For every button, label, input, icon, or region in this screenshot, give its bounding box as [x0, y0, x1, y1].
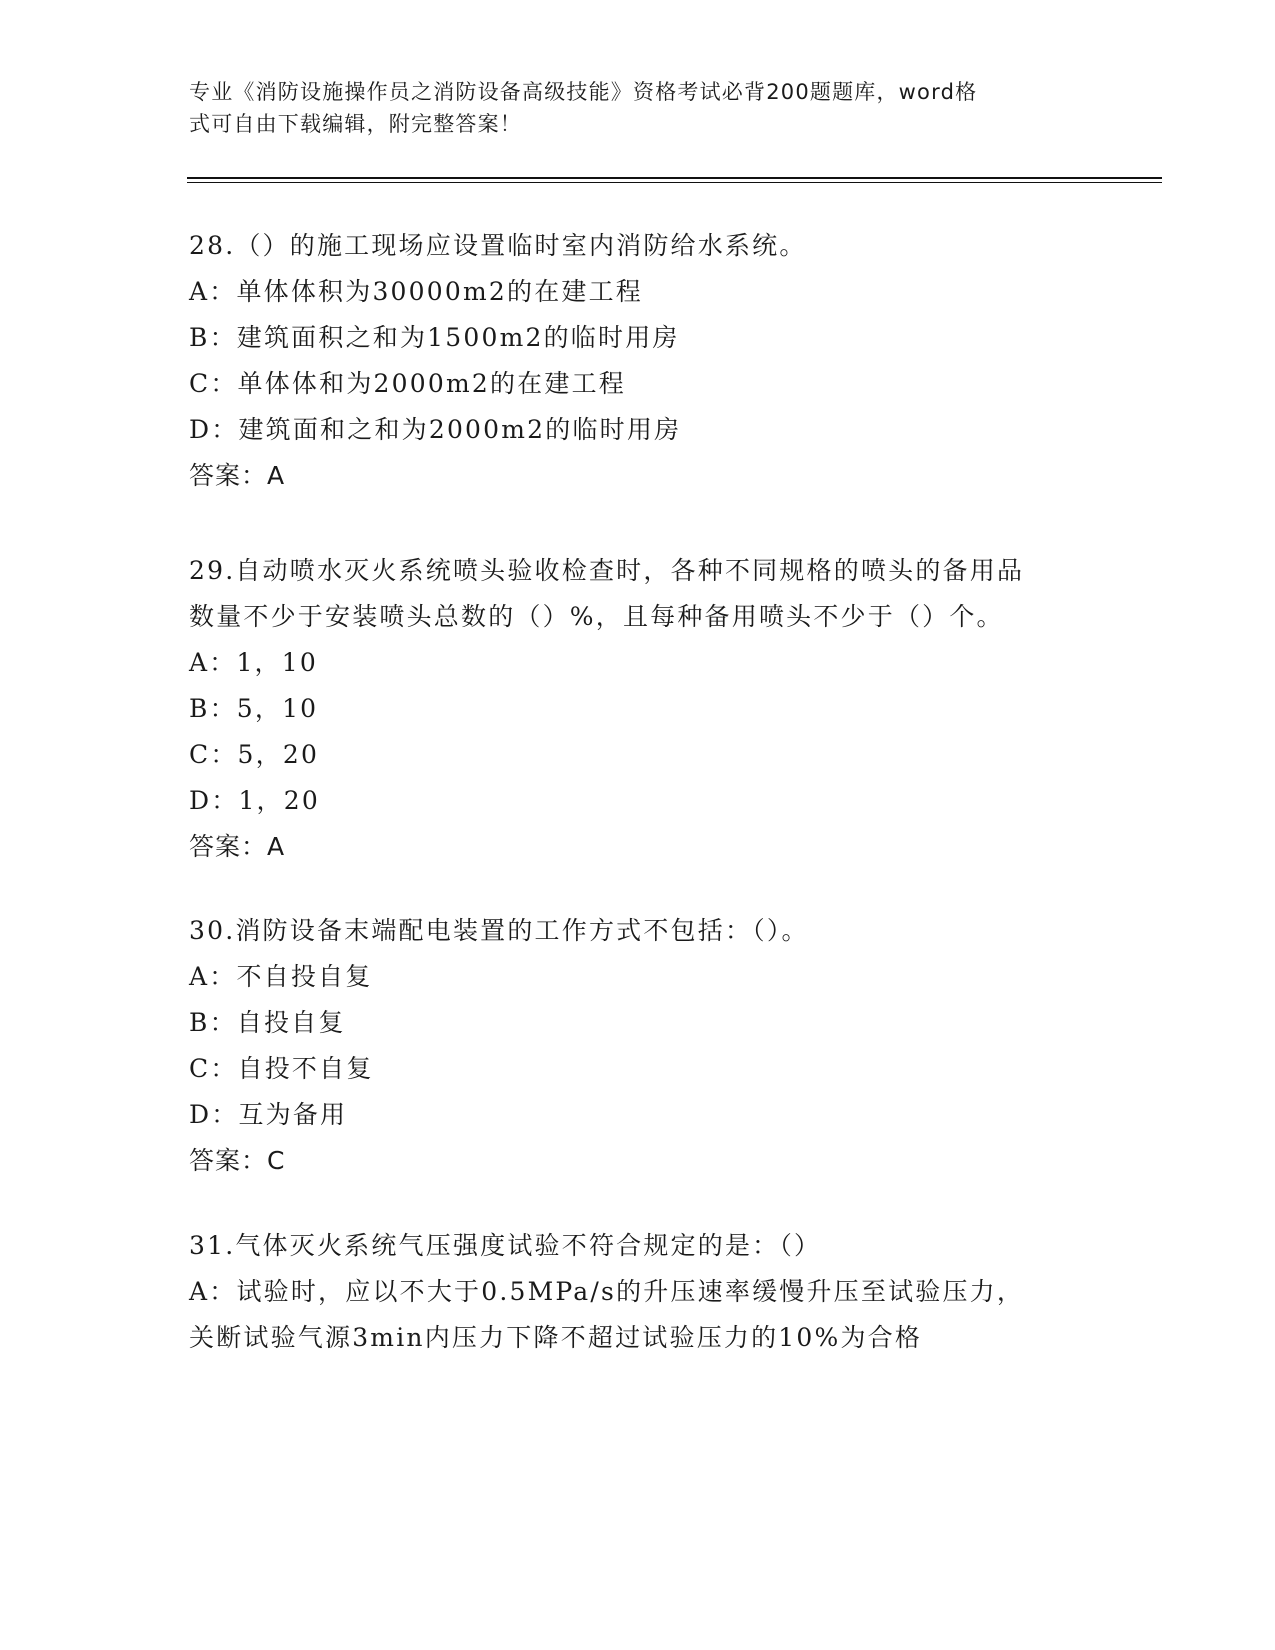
option-a: A：试验时，应以不大于0.5MPa/s的升压速率缓慢升压至试验压力， [189, 1277, 1025, 1306]
option-c: C：单体体和为2000m2的在建工程 [189, 369, 626, 398]
question-stem: 28.（）的施工现场应设置临时室内消防给水系统。 [189, 231, 807, 260]
option-b: B：自投自复 [189, 1008, 346, 1037]
question-stem-line-2: 数量不少于安装喷头总数的（）%，且每种备用喷头不少于（）个。 [189, 602, 1004, 631]
header-line-2: 式可自由下载编辑，附完整答案！ [189, 112, 522, 136]
option-b: B：5，10 [189, 694, 319, 723]
option-b: B：建筑面积之和为1500m2的临时用房 [189, 323, 680, 352]
option-d: D：建筑面和之和为2000m2的临时用房 [189, 415, 682, 444]
question-stem-line-1: 29.自动喷水灭火系统喷头验收检查时，各种不同规格的喷头的备用品 [189, 556, 1025, 585]
question-stem: 30.消防设备末端配电装置的工作方式不包括：（）。 [189, 916, 809, 945]
question-30 [189, 908, 1089, 1184]
option-c: C：5，20 [189, 740, 320, 769]
header-divider-thick [187, 177, 1162, 179]
option-d: D：1，20 [189, 786, 320, 815]
option-d: D：互为备用 [189, 1100, 348, 1129]
option-c: C：自投不自复 [189, 1054, 374, 1083]
question-31 [189, 1223, 1089, 1361]
answer: 答案：A [189, 832, 286, 861]
answer: 答案：C [189, 1146, 286, 1175]
option-a: A：单体体积为30000m2的在建工程 [189, 277, 643, 306]
option-a: A：不自投自复 [189, 962, 373, 991]
answer: 答案：A [189, 461, 286, 490]
option-a-continued: 关断试验气源3min内压力下降不超过试验压力的10%为合格 [189, 1323, 923, 1352]
question-stem: 31.气体灭火系统气压强度试验不符合规定的是：（） [189, 1231, 822, 1260]
document-header [189, 76, 1089, 140]
header-line-1: 专业《消防设施操作员之消防设备高级技能》资格考试必背200题题库，word格 [189, 80, 978, 104]
question-28 [189, 223, 1089, 499]
header-divider-thin [187, 182, 1162, 183]
option-a: A：1，10 [189, 648, 318, 677]
question-29 [189, 548, 1089, 870]
